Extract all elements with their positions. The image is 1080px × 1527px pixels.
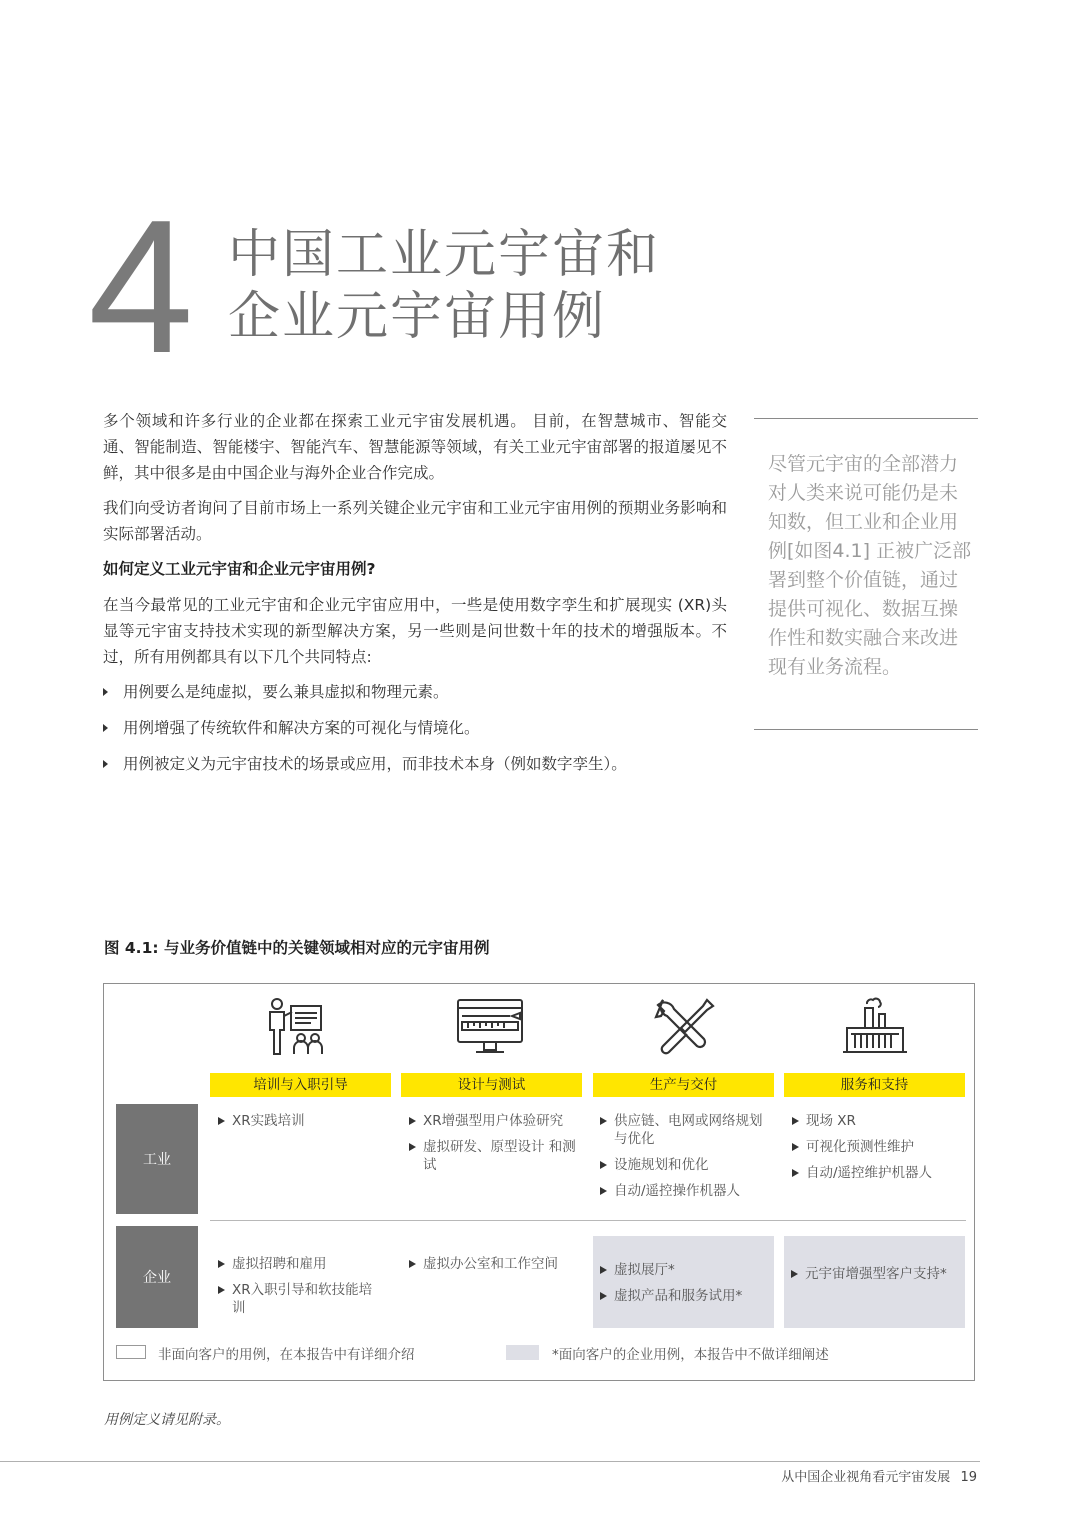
chapter-title-line1: 中国工业元宇宙和 [228, 225, 661, 285]
wrench-screwdriver-icon [645, 994, 725, 1058]
paragraph: 多个领域和许多行业的企业都在探索工业元宇宙发展机遇。 目前，在智慧城市、智能交通、智能制造、智能楼宇、智能汽车、智慧能源等领域，有关工业元宇宙部署的报道屡见不鲜，其中很多是由中国企业与海外企业合作完成。 [103, 412, 727, 482]
triangle-bullet-icon [600, 1266, 607, 1274]
cell-industry-design [409, 1112, 579, 1182]
list-item: 虚拟招聘和雇用 [218, 1255, 378, 1273]
triangle-bullet-icon [218, 1286, 225, 1294]
section-heading: 如何定义工业元宇宙和企业元宇宙用例? [103, 560, 376, 578]
row-divider [210, 1220, 966, 1221]
list-item: 虚拟展厅* [600, 1261, 770, 1279]
quote-rule-bottom [754, 729, 978, 730]
triangle-bullet-icon [409, 1260, 416, 1268]
chapter-number: 4 [88, 181, 190, 393]
legend-swatch-shaded [506, 1345, 539, 1360]
triangle-bullet-icon [600, 1292, 607, 1300]
list-item: 用例增强了传统软件和解决方案的可视化与情境化。 [103, 715, 727, 741]
column-header-training: 培训与入职引导 [210, 1073, 391, 1097]
pull-quote: 尽管元宇宙的全部潜力对人类来说可能仍是未知数，但工业和企业用例[如图4.1] 正被广泛部署到整个价值链，通过提供可视化、数据互操作性和数实融合来改进现有业务流程。 [768, 453, 972, 678]
triangle-bullet-icon [792, 1117, 799, 1125]
list-item: 供应链、电网或网络规划与优化 [600, 1112, 766, 1148]
list-item: 虚拟办公室和工作空间 [409, 1255, 585, 1273]
figure-note: 用例定义请见附录。 [104, 1412, 230, 1428]
list-item: 虚拟研发、原型设计 和测试 [409, 1138, 579, 1174]
bullet-list [103, 679, 727, 777]
page-footer [781, 1466, 977, 1485]
trainer-presentation-icon [259, 994, 339, 1058]
legend-shaded-label: *面向客户的企业用例，本报告中不做详细阐述 [552, 1347, 829, 1363]
chapter-title-line2: 企业元宇宙用例 [228, 287, 607, 347]
quote-rule-top [754, 418, 978, 419]
column-header-service: 服务和支持 [784, 1073, 965, 1097]
list-item: 用例被定义为元宇宙技术的场景或应用，而非技术本身（例如数字孪生）。 [103, 751, 727, 777]
cell-enterprise-training [218, 1255, 378, 1325]
cell-industry-training [218, 1112, 388, 1138]
row-label-industry: 工业 [116, 1104, 198, 1214]
triangle-bullet-icon [791, 1270, 798, 1278]
list-item: XR增强型用户体验研究 [409, 1112, 579, 1130]
triangle-bullet-icon [409, 1143, 416, 1151]
triangle-bullet-icon [218, 1117, 225, 1125]
list-item: 可视化预测性维护 [792, 1138, 962, 1156]
column-header-design: 设计与测试 [401, 1073, 582, 1097]
legend-swatch-plain [116, 1345, 146, 1359]
figure-title: 图 4.1: 与业务价值链中的关键领域相对应的元宇宙用例 [104, 939, 490, 957]
triangle-bullet-icon [600, 1161, 607, 1169]
factory-icon [837, 994, 917, 1058]
triangle-bullet-icon [792, 1169, 799, 1177]
design-monitor-icon [450, 994, 530, 1058]
list-item: 虚拟产品和服务试用* [600, 1287, 770, 1305]
paragraph: 在当今最常见的工业元宇宙和企业元宇宙应用中，一些是使用数字孪生和扩展现实 (XR)头显等元宇宙支持技术实现的新型解决方案，另一些则是问世数十年的技术的增强版本。不过，所有用例都具有以下几个共同特点: [103, 596, 727, 666]
cell-industry-production [600, 1112, 766, 1208]
column-header-production: 生产与交付 [593, 1073, 774, 1097]
list-item: 自动/遥控操作机器人 [600, 1182, 766, 1200]
page-number: 19 [960, 1470, 977, 1485]
footer-title: 从中国企业视角看元宇宙发展 [781, 1470, 951, 1485]
list-item: 自动/遥控维护机器人 [792, 1164, 962, 1182]
triangle-bullet-icon [218, 1260, 225, 1268]
list-item: 现场 XR [792, 1112, 962, 1130]
list-item: 元宇宙增强型客户支持* [791, 1265, 961, 1283]
cell-industry-service [792, 1112, 962, 1190]
cell-enterprise-design [409, 1255, 585, 1281]
list-item: XR实践培训 [218, 1112, 388, 1130]
bullet-icon [103, 760, 108, 768]
bullet-icon [103, 724, 108, 732]
cell-enterprise-service [784, 1236, 965, 1328]
paragraph: 我们向受访者询问了目前市场上一系列关键企业元宇宙和工业元宇宙用例的预期业务影响和实际部署活动。 [103, 499, 727, 543]
triangle-bullet-icon [600, 1117, 607, 1125]
footer-rule [0, 1461, 980, 1462]
bullet-icon [103, 688, 108, 696]
row-label-enterprise: 企业 [116, 1226, 198, 1328]
list-item: 用例要么是纯虚拟，要么兼具虚拟和物理元素。 [103, 679, 727, 705]
legend-plain-label: 非面向客户的用例，在本报告中有详细介绍 [158, 1347, 415, 1363]
cell-enterprise-production [593, 1236, 774, 1328]
list-item: 设施规划和优化 [600, 1156, 766, 1174]
chapter-title [228, 224, 748, 348]
body-text [103, 408, 727, 787]
list-item: XR入职引导和软技能培训 [218, 1281, 378, 1317]
triangle-bullet-icon [600, 1187, 607, 1195]
triangle-bullet-icon [792, 1143, 799, 1151]
triangle-bullet-icon [409, 1117, 416, 1125]
